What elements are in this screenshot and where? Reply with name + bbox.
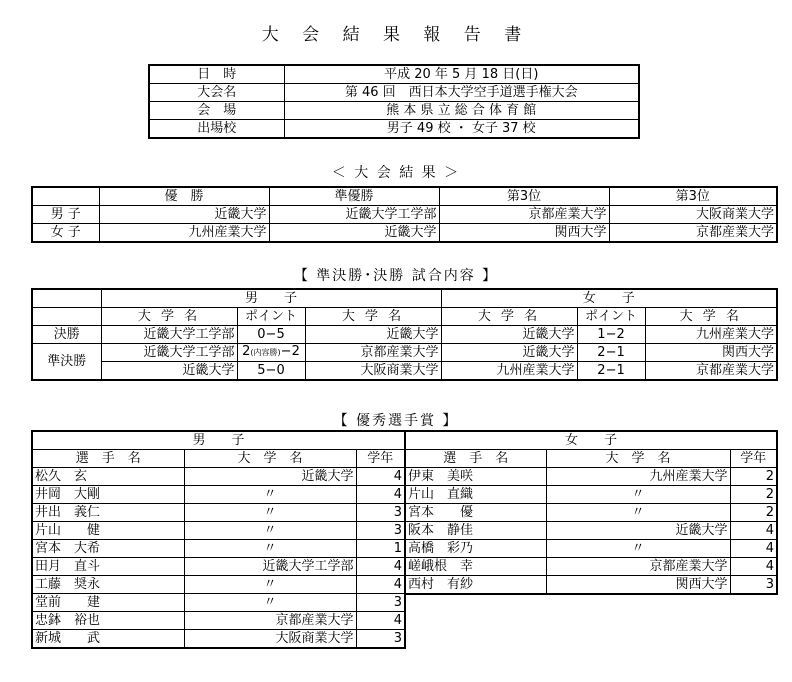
- player-row: [405, 540, 777, 558]
- player-year: 2: [730, 486, 777, 504]
- team-cell: 関西大学: [645, 344, 777, 362]
- player-name: 片山 直織: [405, 486, 546, 504]
- row-label-final: 決勝: [32, 326, 101, 344]
- player-year: 4: [730, 522, 777, 540]
- player-name: 新城 武: [32, 630, 184, 649]
- info-row-venue: [149, 102, 639, 120]
- results-header-row: [32, 187, 777, 206]
- awards-heading: 【 優秀選手賞 】: [333, 413, 459, 429]
- column-header-year: 学年: [356, 450, 405, 468]
- column-header-university: 大 学 名: [184, 450, 356, 468]
- team-cell: 近畿大学工学部: [101, 326, 237, 344]
- results-row-women: [32, 224, 777, 243]
- score-tail: −2: [280, 344, 300, 359]
- team-cell: 近畿大学: [441, 344, 577, 362]
- player-university: 京都産業大学: [546, 558, 730, 576]
- awards-men-group-row: [32, 431, 405, 450]
- score-cell: 1−2: [577, 326, 645, 344]
- player-university: 関西大学: [546, 576, 730, 595]
- player-university: 近畿大学: [184, 468, 356, 486]
- result-cell: 関西大学: [439, 224, 609, 243]
- info-value: 第 46 回 西日本大学空手道選手権大会: [284, 84, 639, 102]
- score-cell: [237, 344, 305, 362]
- blank-cell: [32, 289, 101, 308]
- player-name: 工藤 奨永: [32, 576, 184, 594]
- awards-men-body: [32, 468, 405, 649]
- player-year: 4: [356, 576, 405, 594]
- player-name: 松久 玄: [32, 468, 184, 486]
- player-year: 4: [356, 558, 405, 576]
- matches-table: [31, 288, 778, 381]
- score-cell: 5−0: [237, 362, 305, 381]
- team-cell: 近畿大学: [441, 326, 577, 344]
- player-row: [405, 504, 777, 522]
- women-group-label: 女 子: [405, 431, 777, 450]
- matches-header-row: [32, 308, 777, 326]
- column-header-year: 学年: [730, 450, 777, 468]
- player-year: 4: [356, 468, 405, 486]
- player-university: 〃: [184, 486, 356, 504]
- info-row-event: [149, 84, 639, 102]
- team-cell: 九州産業大学: [645, 326, 777, 344]
- column-header-university: 大 学 名: [441, 308, 577, 326]
- player-year: 3: [356, 630, 405, 649]
- column-header-university: 大 学 名: [101, 308, 237, 326]
- team-cell: 近畿大学: [101, 362, 237, 381]
- player-row: [405, 522, 777, 540]
- player-university: 〃: [546, 504, 730, 522]
- awards-women-body: [405, 468, 777, 595]
- player-year: 4: [356, 612, 405, 630]
- column-header: 準優勝: [269, 187, 439, 206]
- player-university: 大阪商業大学: [184, 630, 356, 649]
- final-row: [32, 326, 777, 344]
- player-year: 2: [730, 504, 777, 522]
- results-heading: ＜ 大 会 結 果 ＞: [331, 165, 461, 181]
- men-group-label: 男 子: [101, 289, 441, 308]
- column-header-university: 大 学 名: [305, 308, 441, 326]
- player-university: 近畿大学: [546, 522, 730, 540]
- player-row: [32, 486, 405, 504]
- player-row: [405, 558, 777, 576]
- player-year: 4: [356, 486, 405, 504]
- score-main: 2: [242, 344, 251, 359]
- column-header: 第3位: [609, 187, 777, 206]
- blank-cell: [32, 187, 99, 206]
- awards-women-table: [404, 430, 778, 595]
- player-university: 〃: [184, 594, 356, 612]
- player-year: 3: [730, 576, 777, 595]
- info-row-schools: [149, 120, 639, 139]
- result-cell: 大阪商業大学: [609, 206, 777, 224]
- document-title: 大 会 結 果 報 告 書: [261, 25, 531, 45]
- men-group-label: 男 子: [32, 431, 405, 450]
- player-row: [32, 630, 405, 649]
- info-row-date: [149, 65, 639, 84]
- matches-heading: 【 準決勝･決勝 試合内容 】: [293, 268, 499, 284]
- awards-women-group-row: [405, 431, 777, 450]
- player-name: 井出 義仁: [32, 504, 184, 522]
- player-name: 伊東 美咲: [405, 468, 546, 486]
- column-header-point: ポイント: [237, 308, 305, 326]
- player-name: 嵯峨根 幸: [405, 558, 546, 576]
- player-year: 3: [356, 522, 405, 540]
- player-name: 宮本 優: [405, 504, 546, 522]
- row-label-semifinal: 準決勝: [32, 344, 101, 381]
- player-year: 4: [730, 540, 777, 558]
- result-cell: 京都産業大学: [609, 224, 777, 243]
- player-year: 3: [356, 594, 405, 612]
- team-cell: 大阪商業大学: [305, 362, 441, 381]
- column-header-player: 選 手 名: [32, 450, 184, 468]
- player-row: [405, 486, 777, 504]
- result-cell: 近畿大学: [99, 206, 269, 224]
- player-row: [405, 468, 777, 486]
- results-row-men: [32, 206, 777, 224]
- semifinal-row-1: [32, 344, 777, 362]
- matches-group-row: [32, 289, 777, 308]
- result-cell: 京都産業大学: [439, 206, 609, 224]
- player-name: 宮本 大希: [32, 540, 184, 558]
- player-year: 1: [356, 540, 405, 558]
- player-university: 〃: [546, 540, 730, 558]
- player-row: [405, 576, 777, 595]
- info-value: 平成 20 年 5 月 18 日(日): [284, 65, 639, 84]
- column-header-university: 大 学 名: [546, 450, 730, 468]
- player-year: 3: [356, 504, 405, 522]
- team-cell: 京都産業大学: [645, 362, 777, 381]
- score-cell: 0−5: [237, 326, 305, 344]
- row-label: 女 子: [32, 224, 99, 243]
- player-university: 京都産業大学: [184, 612, 356, 630]
- info-value: 男子 49 校 ・ 女子 37 校: [284, 120, 639, 139]
- result-cell: 近畿大学: [269, 224, 439, 243]
- info-label: 出場校: [149, 120, 284, 139]
- score-cell: 2−1: [577, 362, 645, 381]
- column-header: 優 勝: [99, 187, 269, 206]
- player-university: 九州産業大学: [546, 468, 730, 486]
- player-row: [32, 504, 405, 522]
- team-cell: 近畿大学工学部: [101, 344, 237, 362]
- awards-men-header-row: [32, 450, 405, 468]
- team-cell: 九州産業大学: [441, 362, 577, 381]
- player-row: [32, 594, 405, 612]
- player-university: 〃: [184, 576, 356, 594]
- player-row: [32, 522, 405, 540]
- player-row: [32, 612, 405, 630]
- column-header-player: 選 手 名: [405, 450, 546, 468]
- result-cell: 近畿大学工学部: [269, 206, 439, 224]
- info-value: 熊 本 県 立 総 合 体 育 館: [284, 102, 639, 120]
- player-name: 西村 有紗: [405, 576, 546, 595]
- team-cell: 近畿大学: [305, 326, 441, 344]
- player-name: 片山 健: [32, 522, 184, 540]
- info-label: 日 時: [149, 65, 284, 84]
- player-name: 井岡 大剛: [32, 486, 184, 504]
- women-group-label: 女 子: [441, 289, 777, 308]
- semifinal-row-2: [32, 362, 777, 381]
- player-row: [32, 558, 405, 576]
- player-university: 近畿大学工学部: [184, 558, 356, 576]
- info-label: 会 場: [149, 102, 284, 120]
- score-cell: 2−1: [577, 344, 645, 362]
- event-info-table: [148, 64, 640, 139]
- score-note: (内容勝): [250, 348, 281, 357]
- team-cell: 京都産業大学: [305, 344, 441, 362]
- column-header: 第3位: [439, 187, 609, 206]
- results-table: [31, 186, 778, 243]
- result-cell: 九州産業大学: [99, 224, 269, 243]
- player-row: [32, 468, 405, 486]
- column-header-university: 大 学 名: [645, 308, 777, 326]
- player-university: 〃: [184, 504, 356, 522]
- player-university: 〃: [546, 486, 730, 504]
- player-row: [32, 576, 405, 594]
- blank-cell: [32, 308, 101, 326]
- awards-men-table: [31, 430, 406, 649]
- player-row: [32, 540, 405, 558]
- info-label: 大会名: [149, 84, 284, 102]
- player-name: 高橋 彩乃: [405, 540, 546, 558]
- row-label: 男 子: [32, 206, 99, 224]
- player-name: 忠鉢 裕也: [32, 612, 184, 630]
- player-name: 阪本 静佳: [405, 522, 546, 540]
- player-name: 田月 直斗: [32, 558, 184, 576]
- player-year: 4: [730, 558, 777, 576]
- player-university: 〃: [184, 540, 356, 558]
- awards-women-header-row: [405, 450, 777, 468]
- column-header-point: ポイント: [577, 308, 645, 326]
- player-name: 堂前 建: [32, 594, 184, 612]
- player-year: 2: [730, 468, 777, 486]
- player-university: 〃: [184, 522, 356, 540]
